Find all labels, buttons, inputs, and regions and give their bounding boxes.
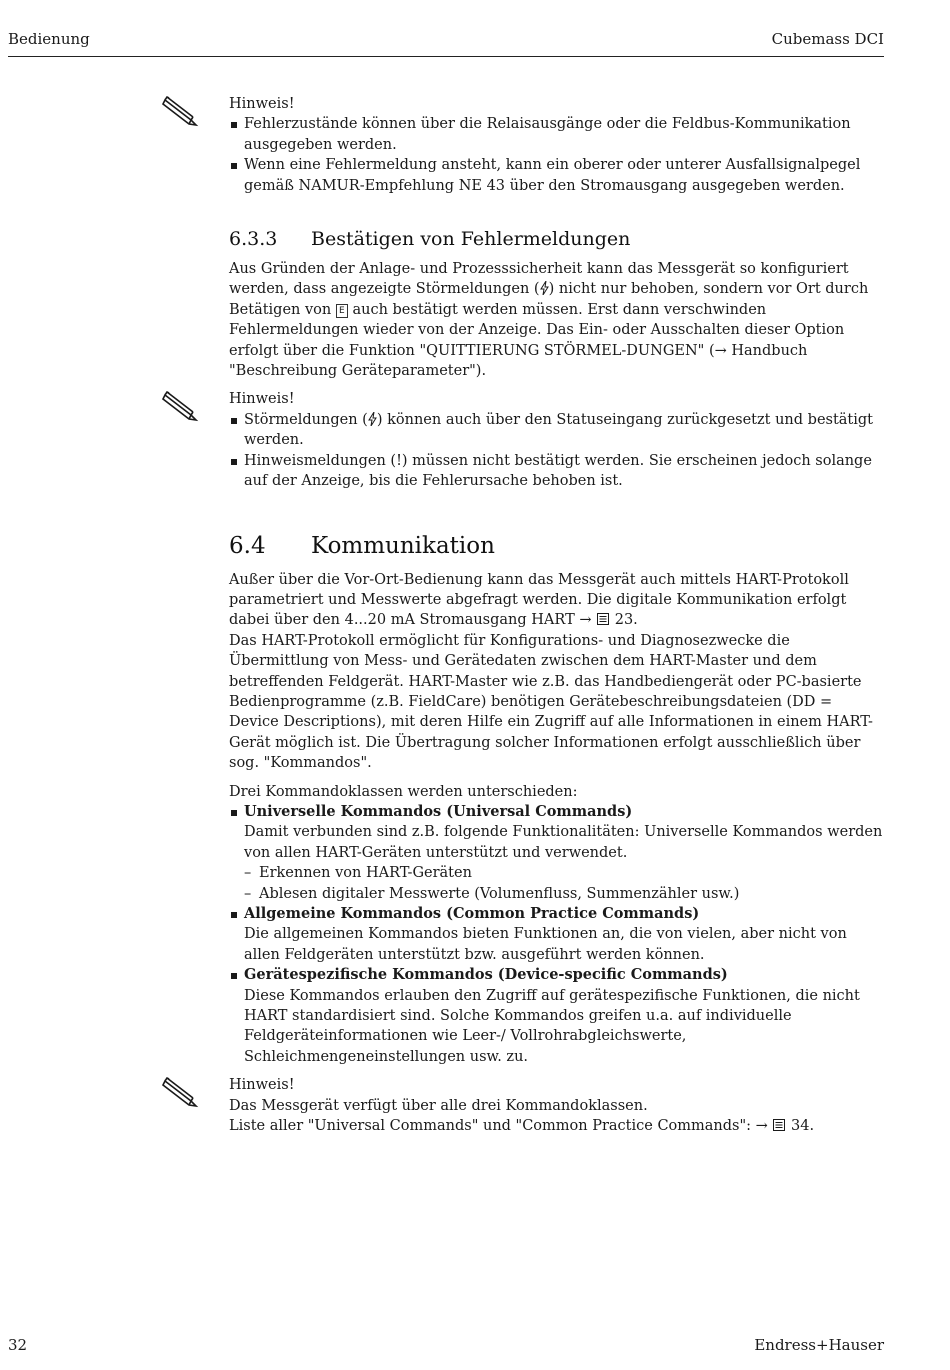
main-content [229,94,885,1136]
section-heading-6-3-3 [229,227,885,251]
note-title: Hinweis! [229,96,295,112]
section-paragraph: Das HART-Protokoll ermöglicht für Konfigurations- und Diagnosezwecke die Übermittlung von Mess- und Gerätedaten zwischen dem HART-Master und dem betreffenden Feldgerät. HART-Master wie z.B. das Handbediengerät oder PC-basierte Bedienprogramme (z.B. FieldCare) benötigen Gerätebeschreibungsdateien (DD = Device Descriptions), mit deren Hilfe ein Zugriff auf alle Informationen in einem HART-Gerät möglich ist. Die Übertragung solcher Informationen erfolgt ausschließlich über sog. "Kommandos". [229,632,873,772]
note-text: Das Messgerät verfügt über alle drei Kommandoklassen. [229,1097,648,1114]
footer-brand: Endress+Hauser [754,1336,884,1354]
command-class-title: Allgemeine Kommandos (Common Practice Commands) [244,905,700,922]
list-item [229,904,885,965]
list-item [229,965,885,1067]
section-paragraph: Drei Kommandoklassen werden unterschieden: [229,783,578,800]
lightning-icon [368,412,377,426]
key-e-icon: E [336,304,348,318]
list-subitem: – Erkennen von HART-Geräten [244,863,885,883]
note-item: Störmeldungen ( ) können auch über den Statuseingang zurückgesetzt und bestätigt werden. [229,410,885,451]
list-subitem: – Ablesen digitaler Messwerte (Volumenfluss, Summenzähler usw.) [244,884,885,904]
section-title: Bestätigen von Fehlermeldungen [311,228,631,251]
command-class-title: Gerätespezifische Kommandos (Device-specific Commands) [244,966,728,984]
section-number: 6.4 [229,532,266,559]
pencil-icon [161,94,201,128]
note-item: Wenn eine Fehlermeldung ansteht, kann ein oberer oder unterer Ausfallsignalpegel gemäß NAMUR-Empfehlung NE 43 über den Stromausgang ausgegeben werden. [229,155,885,196]
command-class-text: Damit verbunden sind z.B. folgende Funktionalitäten: Universelle Kommandos werden von allen HART-Geräten unterstützt und verwendet. [244,824,883,861]
page-reference-icon [596,612,610,626]
section-number: 6.3.3 [229,228,278,251]
section-paragraph: Aus Gründen der Anlage- und Prozesssicherheit kann das Messgerät so konfiguriert werden, dass angezeigte Störmeldungen ( ) nicht nur behoben, sondern vor Ort durch Betätigen von E auch bestätigt werden müssen. Erst dann verschwinden Fehlermeldungen wieder von der Anzeige. Das Ein- oder Ausschalten dieser Option erfolgt über die Funktion "QUITTIERUNG STÖRMEL-DUNGEN" (→ Handbuch "Beschreibung Geräteparameter"). [229,261,869,380]
page-number: 32 [8,1336,28,1354]
header-section-title: Bedienung [8,30,90,48]
note-text: Liste aller "Universal Commands" und "Common Practice Commands": → 34. [229,1118,815,1135]
note-title: Hinweis! [229,1077,295,1094]
note-block-2 [229,389,885,491]
note-title: Hinweis! [229,391,295,408]
page-reference-icon [772,1118,786,1132]
note-item: Hinweismeldungen (!) müssen nicht bestätigt werden. Sie erscheinen jedoch solange auf der Anzeige, bis die Fehlerursache behoben ist. [229,451,885,492]
note-block-1 [229,94,885,196]
page-header [8,28,884,57]
list-item [229,802,885,904]
page-footer [8,1336,884,1356]
lightning-icon [540,281,549,295]
header-product-name: Cubemass DCI [771,30,884,48]
command-class-text: Die allgemeinen Kommandos bieten Funktionen an, die von vielen, aber nicht von allen Feldgeräten unterstützt bzw. ausgeführt werden können. [244,926,847,963]
section-heading-6-4 [229,532,885,560]
command-class-list [229,802,885,1067]
section-paragraph: Außer über die Vor-Ort-Bedienung kann das Messgerät auch mittels HART-Protokoll parametriert und Messwerte abgefragt werden. Die digitale Kommunikation erfolgt dabei über den 4...20 mA Stromausgang HART → 23. [229,571,849,629]
pencil-icon [161,1075,201,1109]
note-item: Fehlerzustände können über die Relaisausgänge oder die Feldbus-Kommunikation ausgegeben werden. [229,114,885,155]
command-class-title: Universelle Kommandos (Universal Commands) [244,802,633,820]
note-block-3 [229,1075,885,1136]
command-class-text: Diese Kommandos erlauben den Zugriff auf gerätespezifische Funktionen, die nicht HART standardisiert sind. Solche Kommandos greifen u.a. auf individuelle Feldgeräteinformationen wie Leer-/ Vollrohrabgleichswerte, Schleichmengeneinstellungen usw. zu. [244,987,860,1065]
section-title: Kommunikation [311,532,495,559]
pencil-icon [161,389,201,423]
